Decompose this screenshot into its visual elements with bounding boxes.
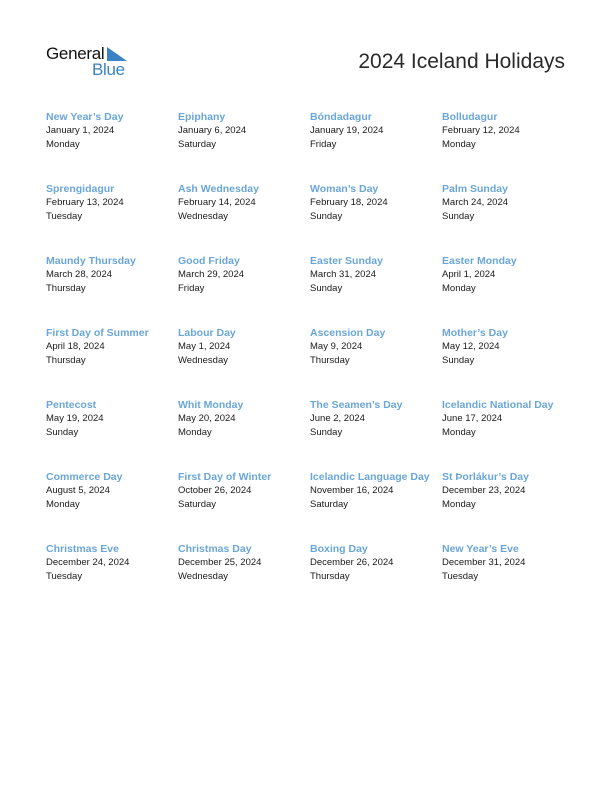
holiday-entry <box>178 326 310 398</box>
holiday-date: December 26, 2024 <box>310 557 394 568</box>
holiday-date: April 18, 2024 <box>46 341 105 352</box>
holiday-name: Woman’s Day <box>310 183 379 195</box>
holiday-entry <box>442 470 574 542</box>
holiday-entry <box>46 542 178 614</box>
holiday-entry <box>178 398 310 470</box>
holiday-entry <box>442 182 574 254</box>
holiday-name: Whit Monday <box>178 399 244 411</box>
holiday-name: First Day of Winter <box>178 471 272 483</box>
holiday-date: February 14, 2024 <box>178 197 256 208</box>
logo-text-general: General <box>46 44 105 63</box>
holiday-date: May 19, 2024 <box>46 413 104 424</box>
holiday-name: New Year’s Eve <box>442 543 519 555</box>
holiday-date: March 31, 2024 <box>310 269 377 280</box>
page-title: 2024 Iceland Holidays <box>358 50 565 73</box>
holiday-weekday: Wednesday <box>178 571 228 582</box>
holiday-weekday: Sunday <box>46 427 79 438</box>
holiday-date: March 29, 2024 <box>178 269 245 280</box>
holiday-entry <box>310 326 442 398</box>
holiday-entry <box>46 254 178 326</box>
holiday-date: December 25, 2024 <box>178 557 262 568</box>
holiday-name: Maundy Thursday <box>46 255 136 267</box>
holiday-weekday: Thursday <box>46 355 86 366</box>
holiday-name: Ascension Day <box>310 327 386 339</box>
holiday-entry <box>46 182 178 254</box>
holiday-date: May 9, 2024 <box>310 341 363 352</box>
holiday-weekday: Monday <box>178 427 212 438</box>
holiday-entry <box>178 254 310 326</box>
holiday-name: Icelandic Language Day <box>310 471 430 483</box>
holiday-name: Christmas Eve <box>46 543 119 555</box>
holiday-entry <box>310 470 442 542</box>
holiday-weekday: Monday <box>442 283 476 294</box>
holiday-name: Ash Wednesday <box>178 183 259 195</box>
holiday-date: January 19, 2024 <box>310 125 384 136</box>
holiday-entry <box>46 326 178 398</box>
holiday-name: Pentecost <box>46 399 97 411</box>
holiday-weekday: Sunday <box>310 427 343 438</box>
holiday-date: November 16, 2024 <box>310 485 394 496</box>
holiday-entry <box>178 110 310 182</box>
holiday-name: Bolludagur <box>442 111 498 123</box>
holiday-name: Commerce Day <box>46 471 123 483</box>
holiday-entry <box>442 110 574 182</box>
holiday-name: Palm Sunday <box>442 183 508 195</box>
holiday-name: First Day of Summer <box>46 327 149 339</box>
holiday-date: February 12, 2024 <box>442 125 520 136</box>
holiday-date: December 23, 2024 <box>442 485 526 496</box>
holiday-weekday: Monday <box>442 139 476 150</box>
holiday-name: Christmas Day <box>178 543 252 555</box>
holiday-date: January 1, 2024 <box>46 125 115 136</box>
holiday-date: December 24, 2024 <box>46 557 130 568</box>
holiday-entry <box>178 470 310 542</box>
holiday-entry <box>178 182 310 254</box>
holiday-weekday: Thursday <box>310 355 350 366</box>
holiday-weekday: Thursday <box>310 571 350 582</box>
holiday-weekday: Sunday <box>442 211 475 222</box>
holiday-date: April 1, 2024 <box>442 269 496 280</box>
holiday-weekday: Monday <box>46 499 80 510</box>
holiday-grid <box>46 110 586 614</box>
holiday-name: St Þorlákur’s Day <box>442 471 529 483</box>
holiday-entry <box>178 542 310 614</box>
holiday-weekday: Saturday <box>178 139 217 150</box>
logo <box>46 44 136 80</box>
holiday-date: March 28, 2024 <box>46 269 113 280</box>
holiday-entry <box>46 470 178 542</box>
holiday-name: Labour Day <box>178 327 236 339</box>
holiday-weekday: Monday <box>442 427 476 438</box>
holiday-name: Epiphany <box>178 111 226 123</box>
holiday-weekday: Saturday <box>178 499 217 510</box>
holiday-entry <box>442 398 574 470</box>
holiday-entry <box>442 254 574 326</box>
holiday-date: March 24, 2024 <box>442 197 509 208</box>
holiday-name: Easter Sunday <box>310 255 383 267</box>
holiday-weekday: Wednesday <box>178 355 228 366</box>
holiday-entry <box>310 110 442 182</box>
holiday-entry <box>46 398 178 470</box>
holiday-name: New Year’s Day <box>46 111 124 123</box>
holiday-date: October 26, 2024 <box>178 485 252 496</box>
holiday-entry <box>442 326 574 398</box>
holiday-weekday: Saturday <box>310 499 349 510</box>
holiday-weekday: Sunday <box>310 211 343 222</box>
holiday-date: August 5, 2024 <box>46 485 110 496</box>
holiday-date: May 20, 2024 <box>178 413 236 424</box>
holiday-date: January 6, 2024 <box>178 125 247 136</box>
holiday-entry <box>310 542 442 614</box>
holiday-weekday: Tuesday <box>46 571 83 582</box>
holiday-date: May 1, 2024 <box>178 341 231 352</box>
holiday-entry <box>46 110 178 182</box>
holiday-date: June 17, 2024 <box>442 413 503 424</box>
holiday-weekday: Sunday <box>310 283 343 294</box>
holiday-name: Easter Monday <box>442 255 517 267</box>
holiday-date: December 31, 2024 <box>442 557 526 568</box>
holiday-date: May 12, 2024 <box>442 341 500 352</box>
holiday-entry <box>310 182 442 254</box>
holiday-date: February 13, 2024 <box>46 197 124 208</box>
holiday-entry <box>310 254 442 326</box>
holiday-name: Bóndadagur <box>310 111 372 123</box>
holiday-name: Boxing Day <box>310 543 368 555</box>
holiday-name: Icelandic National Day <box>442 399 554 411</box>
logo-triangle-icon <box>107 47 127 61</box>
holiday-date: June 2, 2024 <box>310 413 365 424</box>
holiday-weekday: Tuesday <box>46 211 83 222</box>
holiday-weekday: Friday <box>178 283 205 294</box>
holiday-date: February 18, 2024 <box>310 197 388 208</box>
holiday-weekday: Friday <box>310 139 337 150</box>
holiday-weekday: Monday <box>46 139 80 150</box>
holiday-name: Sprengidagur <box>46 183 115 195</box>
holiday-name: The Seamen’s Day <box>310 399 403 411</box>
holiday-weekday: Monday <box>442 499 476 510</box>
holiday-entry <box>310 398 442 470</box>
holiday-weekday: Wednesday <box>178 211 228 222</box>
holiday-name: Mother’s Day <box>442 327 508 339</box>
holiday-weekday: Thursday <box>46 283 86 294</box>
holiday-name: Good Friday <box>178 255 240 267</box>
holiday-weekday: Sunday <box>442 355 475 366</box>
holiday-weekday: Tuesday <box>442 571 479 582</box>
logo-text-blue: Blue <box>92 60 125 79</box>
holiday-entry <box>442 542 574 614</box>
